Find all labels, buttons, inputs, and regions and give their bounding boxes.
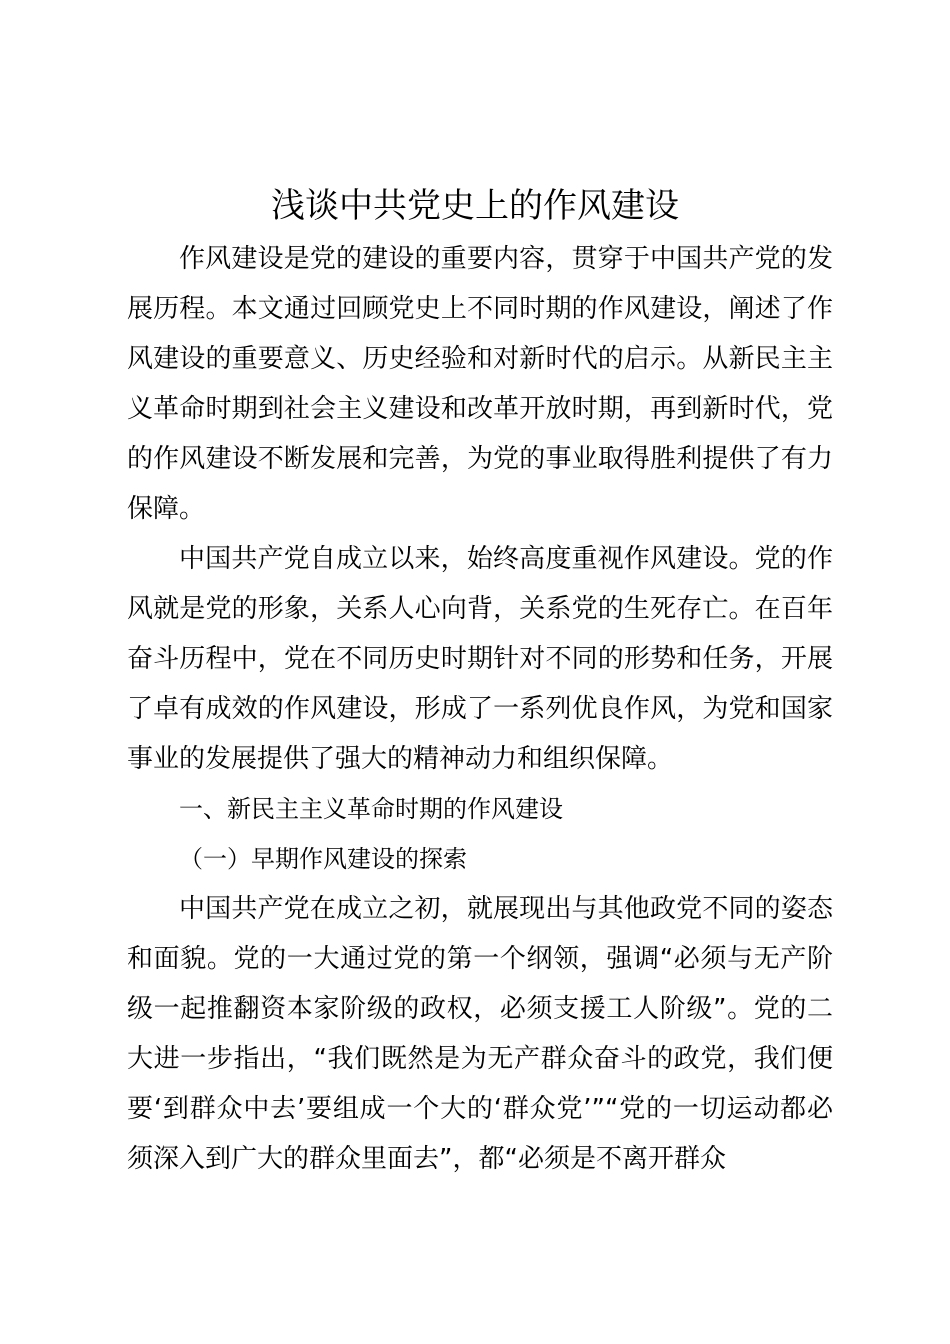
section-heading: 一、新民主主义革命时期的作风建设 bbox=[179, 795, 563, 823]
background-paragraph: 中国共产党自成立以来，始终高度重视作风建设。党的作风就是党的形象，关系人心向背，关系党的生死存亡。在百年奋斗历程中，党在不同历史时期针对不同的形势和任务，开展了卓有成效的作风建设，形成了一系列优良作风，为党和国家事业的发展提供了强大的精神动力和组织保障。 bbox=[127, 544, 833, 774]
document-title: 浅谈中共党史上的作风建设 bbox=[271, 186, 679, 226]
section-paragraph: 中国共产党在成立之初，就展现出与其他政党不同的姿态和面貌。党的一大通过党的第一个纲领，强调“必须与无产阶级一起推翻资本家阶级的政权，必须支援工人阶级”。党的二大进一步指出，“我们既然是为无产群众奋斗的政党，我们便要‘到群众中去’要组成一个大的‘群众党’”“党的一切运动都必须深入到广大的群众里面去”，都“必须是不离开群众 bbox=[127, 894, 833, 1174]
intro-paragraph: 作风建设是党的建设的重要内容，贯穿于中国共产党的发展历程。本文通过回顾党史上不同时期的作风建设，阐述了作风建设的重要意义、历史经验和对新时代的启示。从新民主主义革命时期到社会主义建设和改革开放时期，再到新时代，党的作风建设不断发展和完善，为党的事业取得胜利提供了有力保障。 bbox=[127, 244, 833, 524]
subsection-heading: （一）早期作风建设的探索 bbox=[179, 845, 467, 873]
document-body bbox=[127, 234, 833, 1184]
